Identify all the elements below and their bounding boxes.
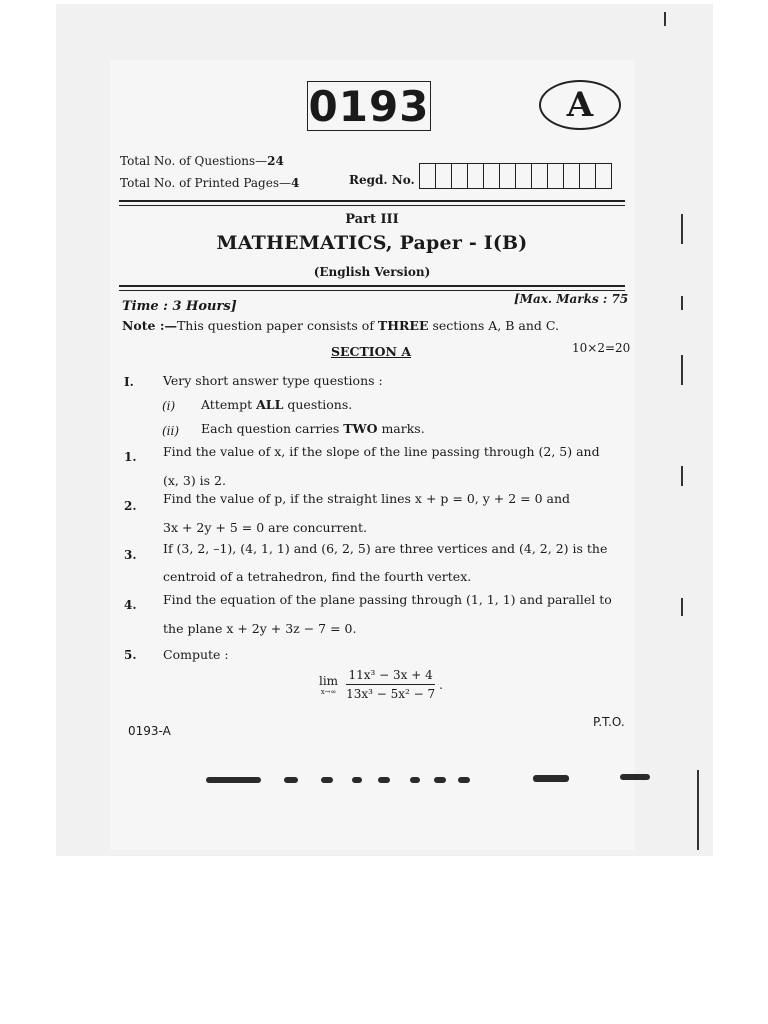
regd-digit-box[interactable] xyxy=(451,163,468,189)
regd-digit-box[interactable] xyxy=(435,163,452,189)
paper-title: MATHEMATICS, Paper - I(B) xyxy=(216,232,528,254)
regd-no-boxes[interactable] xyxy=(420,163,612,189)
instruction-sub-text xyxy=(201,397,352,412)
scan-mark xyxy=(681,355,683,385)
fraction-numerator: 11x³ − 3x + 4 xyxy=(346,668,434,685)
question-number: 5. xyxy=(124,648,137,662)
note xyxy=(122,318,559,333)
question-text: 3x + 2y + 5 = 0 are concurrent. xyxy=(163,520,367,535)
section-marks: 10×2=20 xyxy=(572,341,631,355)
limit-formula xyxy=(319,668,443,701)
version-label: (English Version) xyxy=(313,265,431,279)
scan-smudge xyxy=(620,774,650,780)
regd-digit-box[interactable] xyxy=(499,163,516,189)
question-text: Find the equation of the plane passing through (1, 1, 1) and parallel to xyxy=(163,592,612,607)
scan-smudge xyxy=(284,777,298,783)
total-pages xyxy=(120,176,299,190)
instruction-sub-text xyxy=(201,421,425,436)
total-pages-value: 4 xyxy=(290,176,300,190)
instruction-text: Very short answer type questions : xyxy=(163,373,383,388)
scan-mark xyxy=(681,214,683,244)
scan-smudge xyxy=(410,777,420,783)
scan-mark xyxy=(664,12,666,26)
scan-smudge xyxy=(434,777,446,783)
question-text: Find the value of p, if the straight lines x + p = 0, y + 2 = 0 and xyxy=(163,491,571,506)
regd-no-label: Regd. No. xyxy=(349,173,415,187)
header-divider-thin xyxy=(119,205,625,206)
question-text: If (3, 2, –1), (4, 1, 1) and (6, 2, 5) are three vertices and (4, 2, 2) is the xyxy=(163,541,608,556)
question-text: centroid of a tetrahedron, find the fourth vertex. xyxy=(163,569,472,584)
footer-code: 0193-A xyxy=(128,724,171,738)
title-divider-thin xyxy=(119,290,625,291)
section-title: SECTION A xyxy=(331,344,412,359)
scan-smudge xyxy=(533,775,569,782)
scan-mark xyxy=(697,770,699,850)
question-text: the plane x + 2y + 3z − 7 = 0. xyxy=(163,621,357,636)
question-number: 2. xyxy=(124,499,137,513)
title-divider xyxy=(119,285,625,287)
regd-digit-box[interactable] xyxy=(515,163,532,189)
scan-smudge xyxy=(458,777,470,783)
regd-digit-box[interactable] xyxy=(419,163,436,189)
sub2-pre: Each question carries xyxy=(201,421,344,436)
set-letter-oval xyxy=(539,80,621,130)
regd-digit-box[interactable] xyxy=(467,163,484,189)
header-divider xyxy=(119,200,625,202)
set-letter: A xyxy=(566,85,594,125)
total-questions-label: Total No. of Questions— xyxy=(120,154,268,168)
scan-smudge xyxy=(321,777,333,783)
max-marks-label: [Max. Marks : 75 xyxy=(514,292,629,306)
note-prefix: Note :— xyxy=(122,318,177,333)
sub1-pre: Attempt xyxy=(201,397,257,412)
instruction-number: I. xyxy=(124,375,134,389)
question-text: Compute : xyxy=(163,647,229,662)
regd-digit-box[interactable] xyxy=(563,163,580,189)
regd-digit-box[interactable] xyxy=(595,163,612,189)
sub1-bold: ALL xyxy=(256,397,284,412)
question-number: 4. xyxy=(124,598,137,612)
limit-label: lim xyxy=(319,673,339,688)
sub1-post: questions. xyxy=(283,397,353,412)
formula-period: . xyxy=(439,677,443,692)
sub2-bold: TWO xyxy=(343,421,378,436)
note-bold: THREE xyxy=(377,318,429,333)
regd-digit-box[interactable] xyxy=(547,163,564,189)
limit-fraction xyxy=(344,668,437,701)
part-label: Part III xyxy=(345,212,399,227)
question-text: Find the value of x, if the slope of the line passing through (2, 5) and xyxy=(163,444,600,459)
scan-mark xyxy=(681,296,683,310)
time-label: Time : 3 Hours] xyxy=(122,299,237,314)
limit-operator xyxy=(319,674,338,696)
note-text-1: This question paper consists of xyxy=(176,318,378,333)
instruction-sub-number: (ii) xyxy=(162,424,180,438)
total-questions-value: 24 xyxy=(267,154,284,168)
paper-code: 0193 xyxy=(308,81,430,131)
footer-pto: P.T.O. xyxy=(593,715,625,729)
scan-smudge xyxy=(352,777,362,783)
scan-smudge xyxy=(206,777,261,783)
instruction-sub-number: (i) xyxy=(162,399,176,413)
scan-mark xyxy=(681,598,683,616)
question-number: 1. xyxy=(124,450,137,464)
regd-digit-box[interactable] xyxy=(531,163,548,189)
fraction-denominator: 13x³ − 5x² − 7 xyxy=(346,687,436,701)
note-text-2: sections A, B and C. xyxy=(428,318,559,333)
scan-smudge xyxy=(378,777,390,783)
question-text: (x, 3) is 2. xyxy=(163,473,226,488)
regd-digit-box[interactable] xyxy=(579,163,596,189)
question-number: 3. xyxy=(124,548,137,562)
sub2-post: marks. xyxy=(377,421,425,436)
limit-subscript: x→∞ xyxy=(320,687,337,696)
total-questions xyxy=(120,154,284,168)
total-pages-label: Total No. of Printed Pages— xyxy=(120,176,291,190)
scan-mark xyxy=(681,466,683,486)
paper-code-box xyxy=(307,81,431,131)
regd-digit-box[interactable] xyxy=(483,163,500,189)
